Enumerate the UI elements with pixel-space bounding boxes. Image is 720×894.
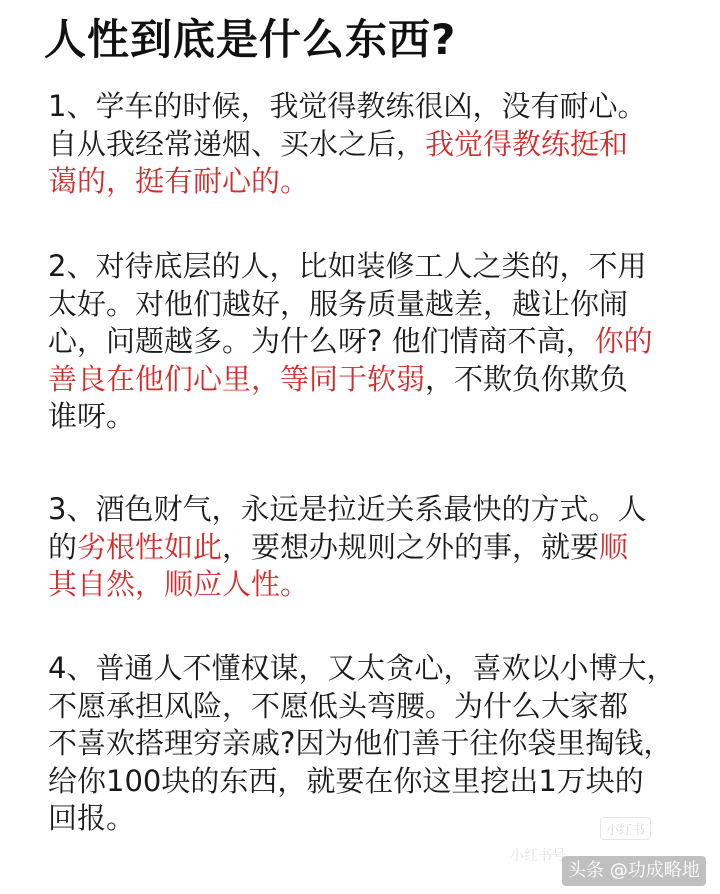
highlight-text: 你的 xyxy=(594,324,653,359)
text-line xyxy=(48,248,698,286)
body-text: 给你100块的东西，就要在你这里挖出1万块的 xyxy=(48,763,644,798)
text-line xyxy=(48,361,698,399)
body-text: 谁呀。 xyxy=(48,399,136,434)
body-text: 3、酒色财气，永远是拉近关系最快的方式。人 xyxy=(48,492,647,526)
paragraph-3 xyxy=(48,491,698,604)
body-text: 的 xyxy=(48,529,78,564)
body-text: 回报。 xyxy=(48,801,136,836)
highlight-text: 顺 xyxy=(599,529,629,564)
text-line xyxy=(48,529,698,567)
paragraph-1 xyxy=(48,88,698,201)
text-line xyxy=(48,566,698,604)
body-text: 不愿承担风险，不愿低头弯腰。为什么大家都 xyxy=(48,688,629,723)
body-text: ，不欺负你欺负 xyxy=(425,361,629,396)
text-line xyxy=(48,398,698,436)
text-line xyxy=(48,725,698,763)
source-label: 头条 @功成略地 xyxy=(562,856,706,886)
text-line xyxy=(48,323,698,361)
body-text: 自从我经常递烟、买水之后， xyxy=(48,126,426,161)
text-line xyxy=(48,88,698,126)
watermark-badge: 小红书 xyxy=(600,817,651,840)
highlight-text: 我觉得教练挺和 xyxy=(425,126,629,161)
text-line xyxy=(48,688,698,726)
text-line xyxy=(48,286,698,324)
highlight-text: 善良在他们心里，等同于软弱 xyxy=(48,361,426,396)
paragraph-4 xyxy=(48,650,698,838)
text-line xyxy=(48,650,698,688)
body-text: ，要想办规则之外的事，就要 xyxy=(222,529,600,564)
paragraph-2 xyxy=(48,248,698,436)
highlight-text: 其自然，顺应人性。 xyxy=(48,567,310,602)
highlight-text: 劣根性如此 xyxy=(77,529,223,564)
body-text: 2、对待底层的人，比如装修工人之类的，不用 xyxy=(48,249,647,283)
body-text: 心，问题越多。为什么呀? 他们情商不高， xyxy=(48,324,595,359)
highlight-text: 蔼的，挺有耐心的。 xyxy=(48,164,310,199)
article-title: 人性到底是什么东西? xyxy=(44,15,457,64)
body-text: 4、普通人不懂权谋，又太贪心，喜欢以小博大， xyxy=(48,651,676,685)
text-line xyxy=(48,126,698,164)
text-line xyxy=(48,163,698,201)
text-line xyxy=(48,491,698,529)
body-text: 不喜欢搭理穷亲戚?因为他们善于往你袋里掏钱， xyxy=(48,726,673,761)
body-text: 1、学车的时候，我觉得教练很凶，没有耐心。 xyxy=(48,89,647,123)
watermark-text: 小红书号 xyxy=(510,848,566,864)
body-text: 太好。对他们越好，服务质量越差，越让你闹 xyxy=(48,286,629,321)
text-line xyxy=(48,763,698,801)
